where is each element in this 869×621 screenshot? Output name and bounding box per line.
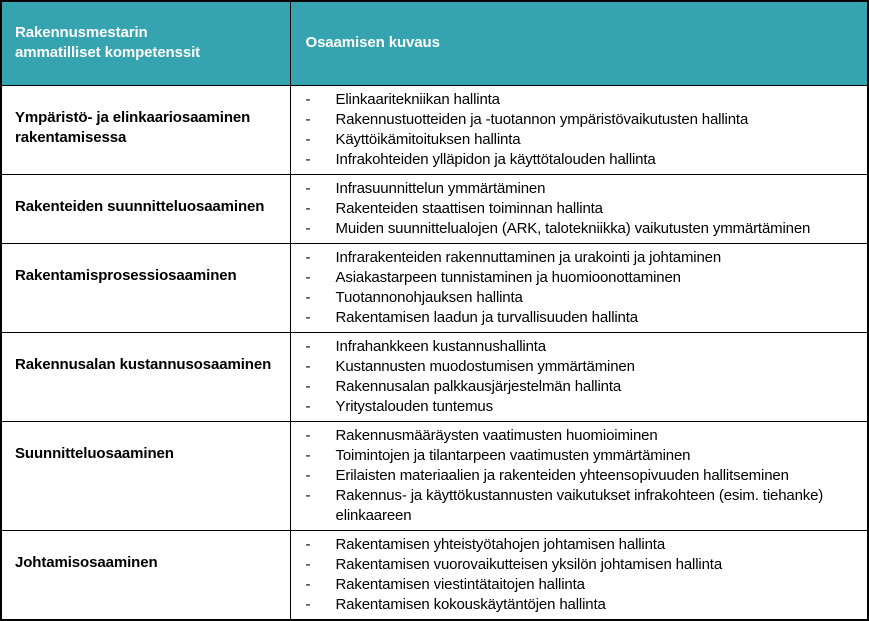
description-item: - Yritystalouden tuntemus <box>305 397 493 415</box>
description-item: - Muiden suunnittelualojen (ARK, talotekniikka) vaikutusten ymmärtäminen <box>305 219 811 237</box>
bullet-marker: - <box>305 377 311 395</box>
bullet-marker: - <box>305 486 311 504</box>
description-list <box>291 337 860 417</box>
competency-name: Rakennusalan kustannusosaaminen <box>1 332 290 421</box>
description-item: - Rakentamisen laadun ja turvallisuuden hallinta <box>305 308 638 326</box>
description-item: - Infrarakenteiden rakennuttaminen ja urakointi ja johtaminen <box>305 248 722 266</box>
bullet-marker: - <box>305 288 311 306</box>
description-item: - Käyttöikämitoituksen hallinta <box>305 130 521 148</box>
header-title-line1: Rakennusmestarin <box>15 24 148 42</box>
description-item: - Tuotannonohjauksen hallinta <box>305 288 523 306</box>
bullet-marker: - <box>305 308 311 326</box>
bullet-marker: - <box>305 268 311 286</box>
description-item: - Rakentamisen yhteistyötahojen johtamisen hallinta <box>305 535 666 553</box>
description-item: - Rakennusalan palkkausjärjestelmän hallinta <box>305 377 622 395</box>
bullet-marker: - <box>305 130 311 148</box>
table-row <box>1 332 868 421</box>
table-row <box>1 85 868 174</box>
competency-name: Ympäristö- ja elinkaariosaaminen rakentamisessa <box>1 85 290 174</box>
competency-name: Rakentamisprosessiosaaminen <box>1 243 290 332</box>
table-row <box>1 421 868 530</box>
table-header-description <box>290 1 868 85</box>
description-list <box>291 426 860 526</box>
description-item: - Toimintojen ja tilantarpeen vaatimusten ymmärtäminen <box>305 446 691 464</box>
bullet-marker: - <box>305 179 311 197</box>
table-row <box>1 243 868 332</box>
bullet-marker: - <box>305 595 311 613</box>
competency-name: Rakenteiden suunnitteluosaaminen <box>1 174 290 243</box>
description-item: - Rakennustuotteiden ja -tuotannon ympäristövaikutusten hallinta <box>305 110 749 128</box>
bullet-marker: - <box>305 535 311 553</box>
header-title-line2: ammatilliset kompetenssit <box>15 44 201 62</box>
description-list <box>291 248 860 328</box>
competency-description-cell <box>290 332 868 421</box>
description-item: - Infrasuunnittelun ymmärtäminen <box>305 179 546 197</box>
bullet-marker: - <box>305 397 311 415</box>
bullet-marker: - <box>305 357 311 375</box>
description-item: - Infrahankkeen kustannushallinta <box>305 337 546 355</box>
description-list <box>291 179 860 239</box>
bullet-marker: - <box>305 337 311 355</box>
bullet-marker: - <box>305 466 311 484</box>
competency-description-cell <box>290 530 868 620</box>
description-item: - Asiakastarpeen tunnistaminen ja huomioonottaminen <box>305 268 681 286</box>
description-item: - Rakentamisen viestintätaitojen hallinta <box>305 575 585 593</box>
competency-description-cell <box>290 243 868 332</box>
description-item: - Kustannusten muodostumisen ymmärtäminen <box>305 357 635 375</box>
competency-description-cell <box>290 174 868 243</box>
description-item: - Rakentamisen kokouskäytäntöjen hallinta <box>305 595 606 613</box>
competency-description-cell <box>290 421 868 530</box>
bullet-marker: - <box>305 150 311 168</box>
description-list <box>291 90 860 170</box>
competency-name: Suunnitteluosaaminen <box>1 421 290 530</box>
bullet-marker: - <box>305 575 311 593</box>
header-title-col2: Osaamisen kuvaus <box>305 34 440 52</box>
description-item: - Erilaisten materiaalien ja rakenteiden yhteensopivuuden hallitseminen <box>305 466 789 484</box>
bullet-marker: - <box>305 219 311 237</box>
competency-name: Johtamisosaaminen <box>1 530 290 620</box>
description-item: - Infrakohteiden ylläpidon ja käyttötalouden hallinta <box>305 150 656 168</box>
description-item: - Rakentamisen vuorovaikutteisen yksilön johtamisen hallinta <box>305 555 723 573</box>
table-header-competencies <box>1 1 290 85</box>
bullet-marker: - <box>305 248 311 266</box>
competency-description-cell <box>290 85 868 174</box>
bullet-marker: - <box>305 90 311 108</box>
bullet-marker: - <box>305 110 311 128</box>
table-row <box>1 530 868 620</box>
description-item: - Rakenteiden staattisen toiminnan hallinta <box>305 199 603 217</box>
description-list <box>291 535 860 615</box>
bullet-marker: - <box>305 199 311 217</box>
bullet-marker: - <box>305 446 311 464</box>
bullet-marker: - <box>305 555 311 573</box>
description-item: - Rakennusmääräysten vaatimusten huomioiminen <box>305 426 658 444</box>
bullet-marker: - <box>305 426 311 444</box>
table-header-row <box>1 1 868 85</box>
description-item: - Elinkaaritekniikan hallinta <box>305 90 500 108</box>
description-item: - Rakennus- ja käyttökustannusten vaikutukset infrakohteen (esim. tiehanke) elinkaareen <box>305 486 824 524</box>
table-row <box>1 174 868 243</box>
